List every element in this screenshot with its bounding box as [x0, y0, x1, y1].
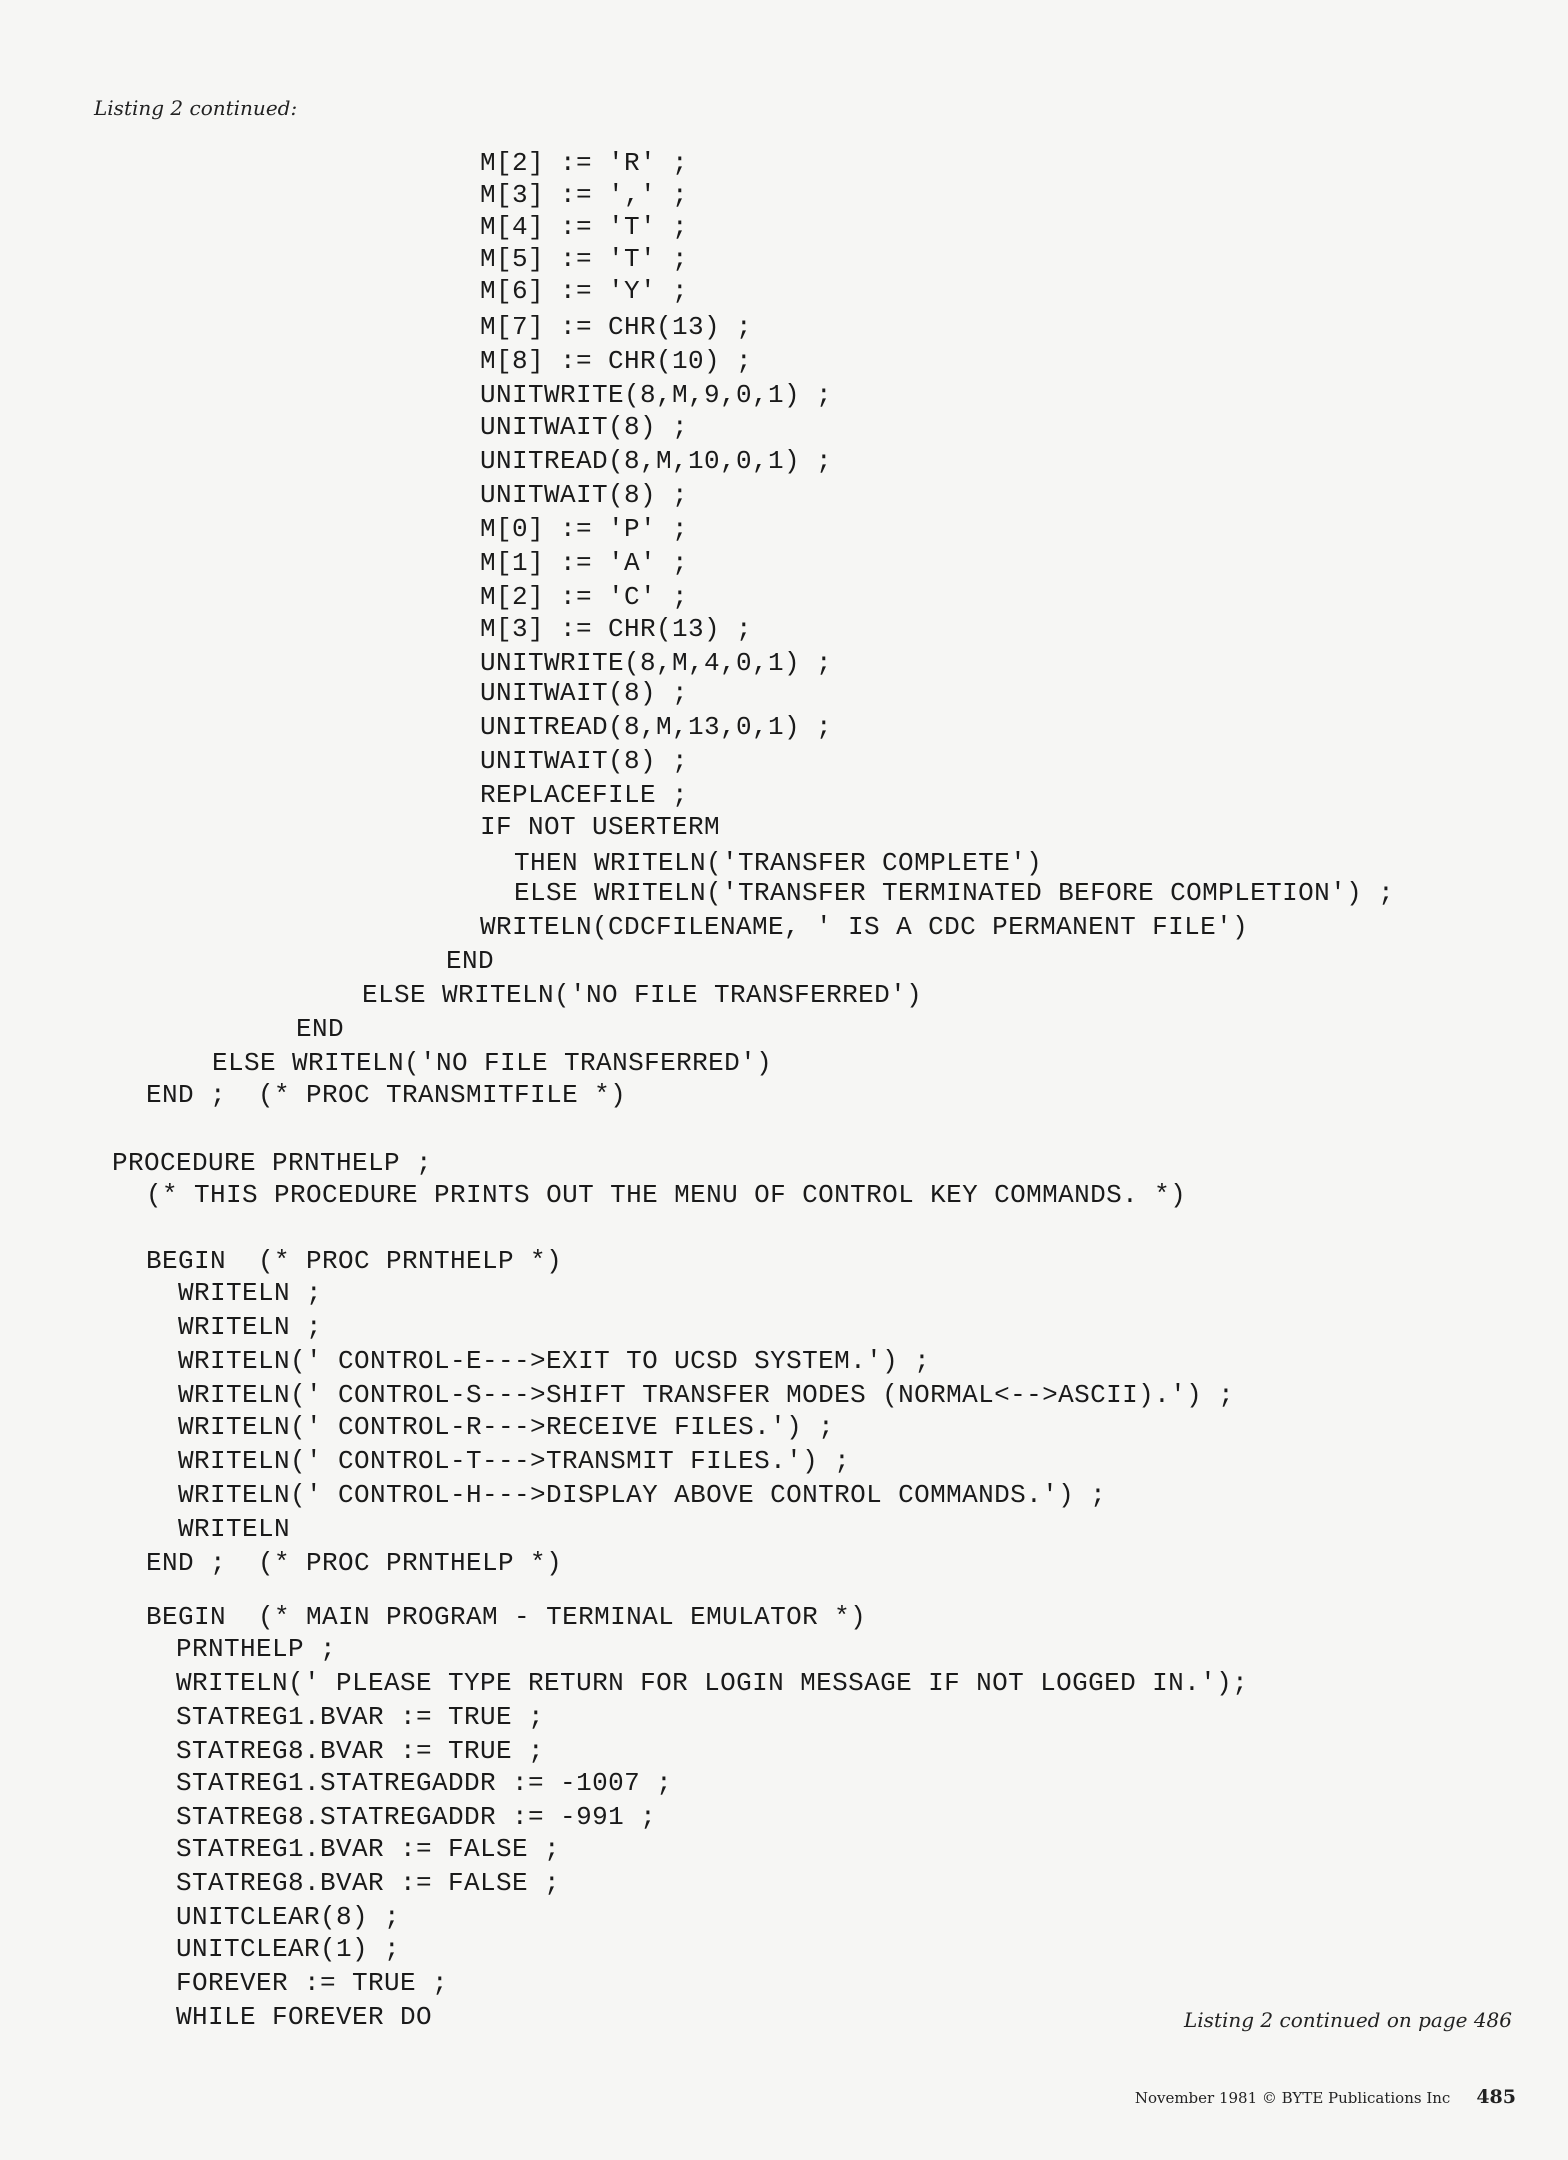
code-line: BEGIN (* MAIN PROGRAM - TERMINAL EMULATOR *) [146, 1602, 867, 1632]
code-line: BEGIN (* PROC PRNTHELP *) [146, 1246, 563, 1276]
code-line: M[7] := CHR(13) ; [480, 312, 753, 342]
code-line: ELSE WRITELN('NO FILE TRANSFERRED') [362, 980, 923, 1010]
code-line: END ; (* PROC TRANSMITFILE *) [146, 1080, 627, 1110]
code-line: UNITCLEAR(1) ; [176, 1934, 401, 1964]
code-line: (* THIS PROCEDURE PRINTS OUT THE MENU OF CONTROL KEY COMMANDS. *) [146, 1180, 1187, 1210]
listing-caption: Listing 2 continued: [94, 96, 298, 120]
code-line: END [296, 1014, 345, 1044]
code-line: STATREG1.STATREGADDR := -1007 ; [176, 1768, 673, 1798]
code-line: STATREG8.BVAR := FALSE ; [176, 1868, 561, 1898]
code-line: M[3] := ',' ; [480, 180, 689, 210]
code-line: M[2] := 'C' ; [480, 582, 689, 612]
code-line: STATREG8.BVAR := TRUE ; [176, 1736, 545, 1766]
code-line: M[0] := 'P' ; [480, 514, 689, 544]
code-line: UNITREAD(8,M,13,0,1) ; [480, 712, 833, 742]
code-line: UNITWAIT(8) ; [480, 412, 689, 442]
code-line: M[5] := 'T' ; [480, 244, 689, 274]
code-line: UNITCLEAR(8) ; [176, 1902, 401, 1932]
code-line: WRITELN(' CONTROL-T--->TRANSMIT FILES.') ; [178, 1446, 851, 1476]
code-line: IF NOT USERTERM [480, 812, 721, 842]
code-line: STATREG1.BVAR := FALSE ; [176, 1834, 561, 1864]
code-line: ELSE WRITELN('TRANSFER TERMINATED BEFORE COMPLETION') ; [514, 878, 1395, 908]
code-line: WRITELN(' CONTROL-E--->EXIT TO UCSD SYSTEM.') ; [178, 1346, 931, 1376]
code-line: WRITELN [178, 1514, 291, 1544]
code-line: M[4] := 'T' ; [480, 212, 689, 242]
code-line: WRITELN(' CONTROL-R--->RECEIVE FILES.') ; [178, 1412, 835, 1442]
code-line: ELSE WRITELN('NO FILE TRANSFERRED') [212, 1048, 773, 1078]
code-line: M[8] := CHR(10) ; [480, 346, 753, 376]
code-line: STATREG8.STATREGADDR := -991 ; [176, 1802, 657, 1832]
code-line: WRITELN(' CONTROL-S--->SHIFT TRANSFER MODES (NORMAL<-->ASCII).') ; [178, 1380, 1235, 1410]
code-line: M[6] := 'Y' ; [480, 276, 689, 306]
page-number: 485 [1476, 2086, 1516, 2108]
code-line: END ; (* PROC PRNTHELP *) [146, 1548, 563, 1578]
code-line: REPLACEFILE ; [480, 780, 689, 810]
code-line: WHILE FOREVER DO [176, 2002, 433, 2032]
code-line: WRITELN ; [178, 1278, 323, 1308]
code-line: UNITWAIT(8) ; [480, 746, 689, 776]
code-line: UNITWRITE(8,M,9,0,1) ; [480, 380, 833, 410]
continued-note: Listing 2 continued on page 486 [1184, 2008, 1512, 2032]
code-line: END [446, 946, 495, 976]
code-line: STATREG1.BVAR := TRUE ; [176, 1702, 545, 1732]
code-line: UNITREAD(8,M,10,0,1) ; [480, 446, 833, 476]
code-line: WRITELN(CDCFILENAME, ' IS A CDC PERMANENT FILE') [480, 912, 1249, 942]
code-line: UNITWRITE(8,M,4,0,1) ; [480, 648, 833, 678]
page-footer [1135, 2086, 1516, 2108]
publication-credit: November 1981 © BYTE Publications Inc [1134, 2089, 1451, 2107]
code-line: WRITELN(' CONTROL-H--->DISPLAY ABOVE CONTROL COMMANDS.') ; [178, 1480, 1107, 1510]
code-line: M[2] := 'R' ; [480, 148, 689, 178]
code-line: WRITELN(' PLEASE TYPE RETURN FOR LOGIN MESSAGE IF NOT LOGGED IN.'); [176, 1668, 1249, 1698]
code-line: PROCEDURE PRNTHELP ; [112, 1148, 433, 1178]
code-line: UNITWAIT(8) ; [480, 678, 689, 708]
code-line: M[1] := 'A' ; [480, 548, 689, 578]
code-line: PRNTHELP ; [176, 1634, 337, 1664]
code-line: M[3] := CHR(13) ; [480, 614, 753, 644]
code-line: THEN WRITELN('TRANSFER COMPLETE') [514, 848, 1043, 878]
code-line: WRITELN ; [178, 1312, 323, 1342]
code-line: UNITWAIT(8) ; [480, 480, 689, 510]
code-line: FOREVER := TRUE ; [176, 1968, 449, 1998]
